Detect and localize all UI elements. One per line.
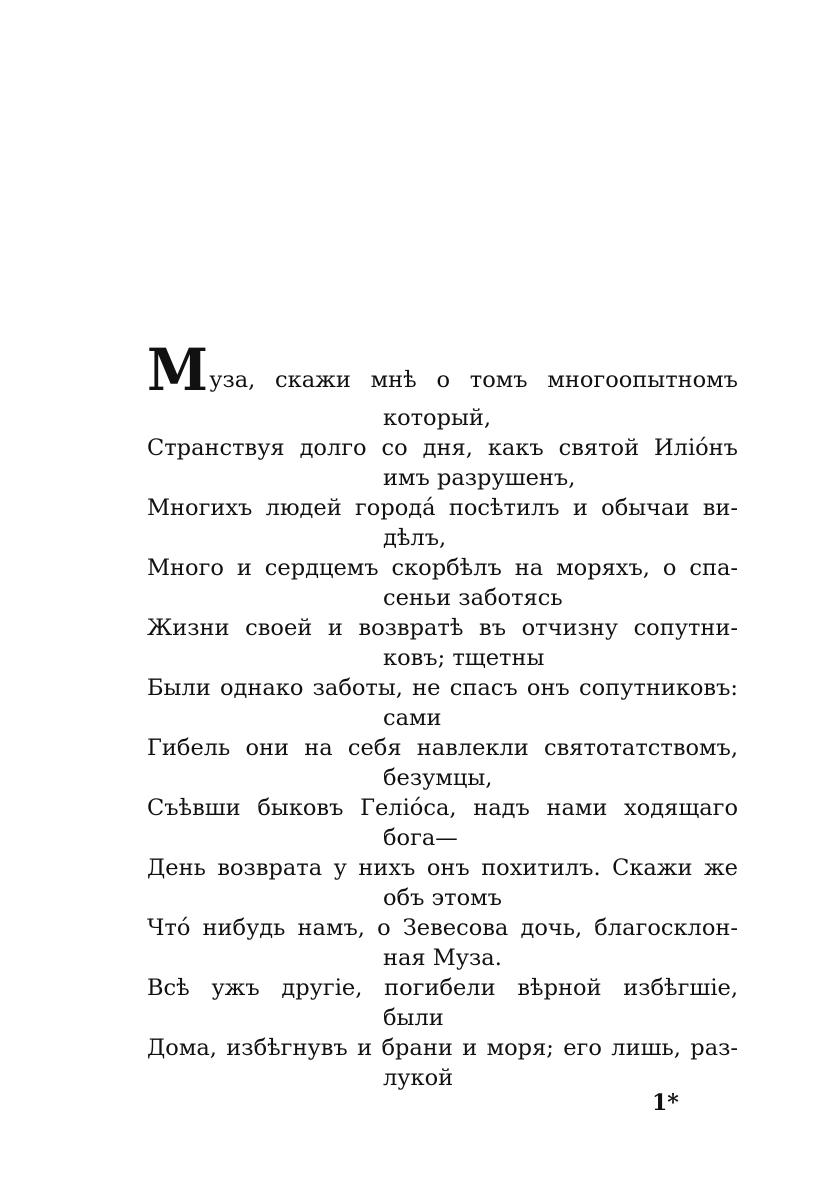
verse-line-10: [147, 913, 738, 973]
verse-line-continuation: лукой: [383, 1065, 454, 1091]
verse-line-5: [147, 613, 738, 673]
verse-line-main: Дома, избѣгнувъ и брани и моря; его лишь, раз-: [147, 1035, 738, 1061]
verse-line-continuation: сами: [383, 705, 442, 731]
verse-line-continuation: безумцы,: [383, 765, 493, 791]
verse-line-7: [147, 733, 738, 793]
verse-line-main: День возврата у нихъ онъ похитилъ. Скажи же: [147, 855, 738, 881]
verse-line-4: [147, 553, 738, 613]
poem-text: [147, 345, 738, 1093]
verse-line-12: [147, 1033, 738, 1093]
verse-line-continuation: бога—: [383, 825, 458, 851]
verse-line-9: [147, 853, 738, 913]
verse-line-continuation: были: [383, 1005, 444, 1031]
verse-line-main: Многихъ людей города́ посѣтилъ и обычаи ви-: [147, 495, 738, 521]
verse-line-continuation: имъ разрушенъ,: [383, 465, 576, 491]
verse-line-continuation: ная Муза.: [383, 945, 502, 971]
verse-line-main: Гибель они на себя навлекли святотатствомъ,: [147, 735, 738, 761]
verse-line-3: [147, 493, 738, 553]
verse-line-main: Всѣ ужъ другіе, погибели вѣрной избѣгшіе,: [147, 975, 738, 1001]
verse-line-8: [147, 793, 738, 853]
verse-line-main: Много и сердцемъ скорбѣлъ на моряхъ, о спа-: [147, 555, 738, 581]
verse-line-main: Что́ нибудь намъ, о Зевесова дочь, благосклон-: [147, 915, 738, 941]
verse-line-text: уза, скажи мнѣ о томъ многоопытномъ: [209, 367, 738, 393]
verse-line-continuation: который,: [383, 405, 492, 431]
verse-line-11: [147, 973, 738, 1033]
verse-line-continuation: объ этомъ: [383, 885, 502, 911]
verse-line-main: Съѣвши быковъ Геліо́са, надъ нами ходящаго: [147, 795, 738, 821]
verse-line-main: [147, 345, 738, 403]
verse-line-continuation: ковъ; тщетны: [383, 645, 545, 671]
verse-line-continuation: сеньи заботясь: [383, 585, 563, 611]
page-number: 1*: [652, 1090, 679, 1116]
verse-line-continuation: дѣлъ,: [383, 525, 447, 551]
verse-line-1: [147, 345, 738, 433]
verse-line-2: [147, 433, 738, 493]
verse-line-main: Жизни своей и возвратѣ въ отчизну сопутни-: [147, 615, 738, 641]
drop-cap-initial: М: [147, 345, 207, 403]
verse-line-main: Странствуя долго со дня, какъ святой Иліо́нъ: [147, 435, 738, 461]
verse-line-6: [147, 673, 738, 733]
verse-line-main: Были однако заботы, не спасъ онъ сопутниковъ:: [147, 675, 738, 701]
